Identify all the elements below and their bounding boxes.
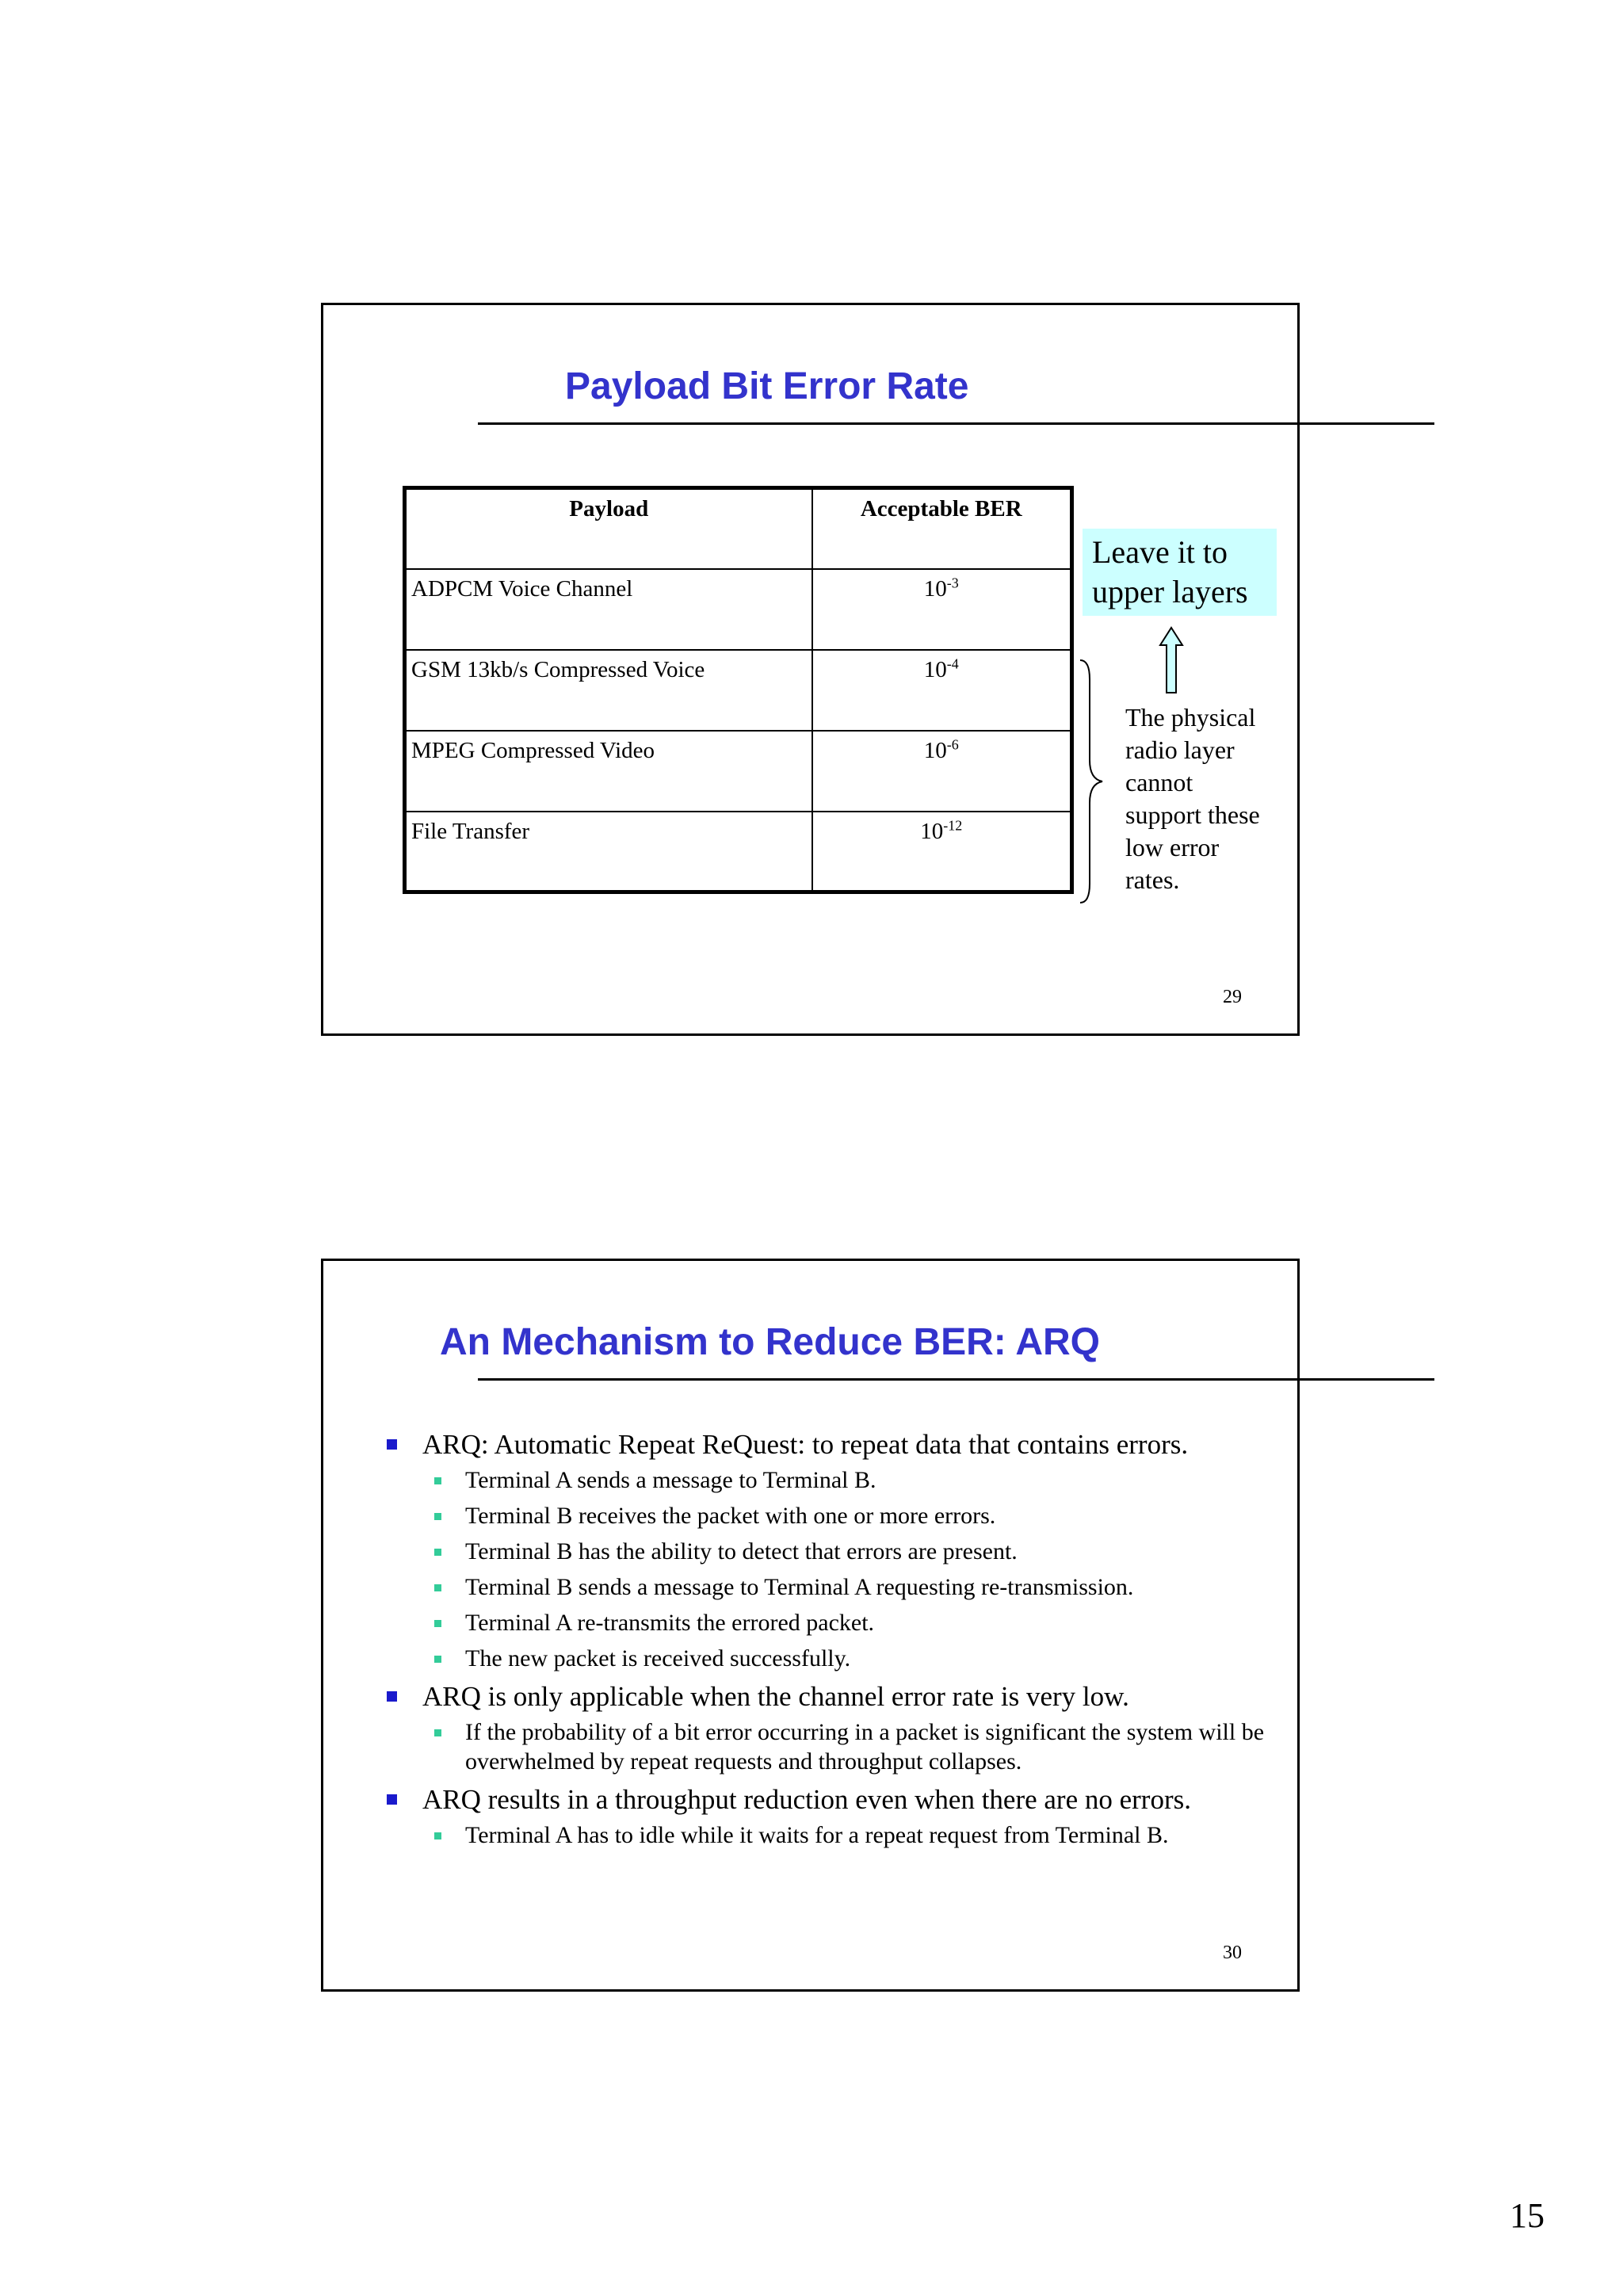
bullet-list (383, 1427, 1278, 1856)
ber-cell (812, 569, 1072, 650)
square-bullet-icon (434, 1549, 441, 1556)
physical-layer-annotation (1125, 701, 1292, 896)
square-bullet-icon (434, 1620, 441, 1627)
note-line: upper layers (1092, 574, 1248, 609)
ber-exponent: -3 (946, 574, 959, 590)
slide-29 (321, 303, 1300, 1036)
up-arrow-icon (1158, 626, 1185, 694)
ber-exponent: -12 (943, 816, 963, 833)
payload-cell: MPEG Compressed Video (405, 731, 812, 812)
upper-layers-note (1083, 529, 1277, 616)
table-row (405, 731, 1072, 812)
ber-exponent: -4 (946, 655, 959, 671)
slide-page-number: 29 (1223, 987, 1242, 1007)
table-row (405, 812, 1072, 892)
payload-cell: File Transfer (405, 812, 812, 892)
table-header-row (405, 488, 1072, 569)
annotation-line: cannot (1125, 768, 1193, 797)
square-bullet-icon (434, 1513, 441, 1520)
ber-cell (812, 812, 1072, 892)
sub-bullet-item: Terminal B receives the packet with one or more errors. (383, 1501, 1278, 1530)
ber-cell (812, 731, 1072, 812)
square-bullet-icon (434, 1729, 441, 1736)
slide-30 (321, 1259, 1300, 1992)
slide-page-number: 30 (1223, 1943, 1242, 1963)
sub-bullet-item: Terminal A re-transmits the errored packet. (383, 1608, 1278, 1637)
bullet-item: ARQ: Automatic Repeat ReQuest: to repeat data that contains errors. (383, 1427, 1278, 1462)
slide-title: Payload Bit Error Rate (565, 365, 969, 407)
sub-bullet-item: Terminal B sends a message to Terminal A requesting re-transmission. (383, 1572, 1278, 1602)
slide-title: An Mechanism to Reduce BER: ARQ (440, 1321, 1100, 1363)
square-bullet-icon (434, 1656, 441, 1663)
ber-exponent: -6 (946, 735, 959, 752)
page-number: 15 (1510, 2196, 1545, 2235)
column-header-ber: Acceptable BER (812, 488, 1072, 569)
sub-bullet-item: The new packet is received successfully. (383, 1644, 1278, 1673)
title-underline (478, 1378, 1434, 1381)
annotation-line: rates. (1125, 865, 1180, 894)
curly-brace-icon (1079, 659, 1110, 904)
annotation-line: support these (1125, 800, 1260, 829)
bullet-item: ARQ is only applicable when the channel error rate is very low. (383, 1679, 1278, 1714)
ber-cell (812, 650, 1072, 731)
ber-base: 10 (923, 737, 947, 763)
square-bullet-icon (434, 1584, 441, 1591)
ber-base: 10 (923, 656, 947, 682)
square-bullet-icon (387, 1439, 397, 1450)
annotation-line: low error (1125, 833, 1220, 861)
annotation-line: The physical (1125, 703, 1256, 732)
square-bullet-icon (434, 1477, 441, 1484)
square-bullet-icon (387, 1794, 397, 1805)
sub-bullet-item: Terminal B has the ability to detect that errors are present. (383, 1537, 1278, 1566)
annotation-line: radio layer (1125, 735, 1235, 764)
table-row (405, 569, 1072, 650)
title-underline (478, 422, 1434, 425)
ber-base: 10 (920, 818, 944, 844)
sub-bullet-item: Terminal A has to idle while it waits for a repeat request from Terminal B. (383, 1820, 1278, 1850)
payload-cell: GSM 13kb/s Compressed Voice (405, 650, 812, 731)
sub-bullet-item: If the probability of a bit error occurring in a packet is significant the system will be overwhelmed by repeat requests and throughput collapses. (383, 1717, 1278, 1776)
column-header-payload: Payload (405, 488, 812, 569)
note-line: Leave it to (1092, 534, 1228, 570)
square-bullet-icon (387, 1691, 397, 1702)
ber-table (403, 486, 1074, 894)
sub-bullet-item: Terminal A sends a message to Terminal B. (383, 1465, 1278, 1495)
bullet-item: ARQ results in a throughput reduction even when there are no errors. (383, 1782, 1278, 1817)
table-row (405, 650, 1072, 731)
payload-cell: ADPCM Voice Channel (405, 569, 812, 650)
ber-base: 10 (923, 575, 947, 602)
square-bullet-icon (434, 1832, 441, 1839)
